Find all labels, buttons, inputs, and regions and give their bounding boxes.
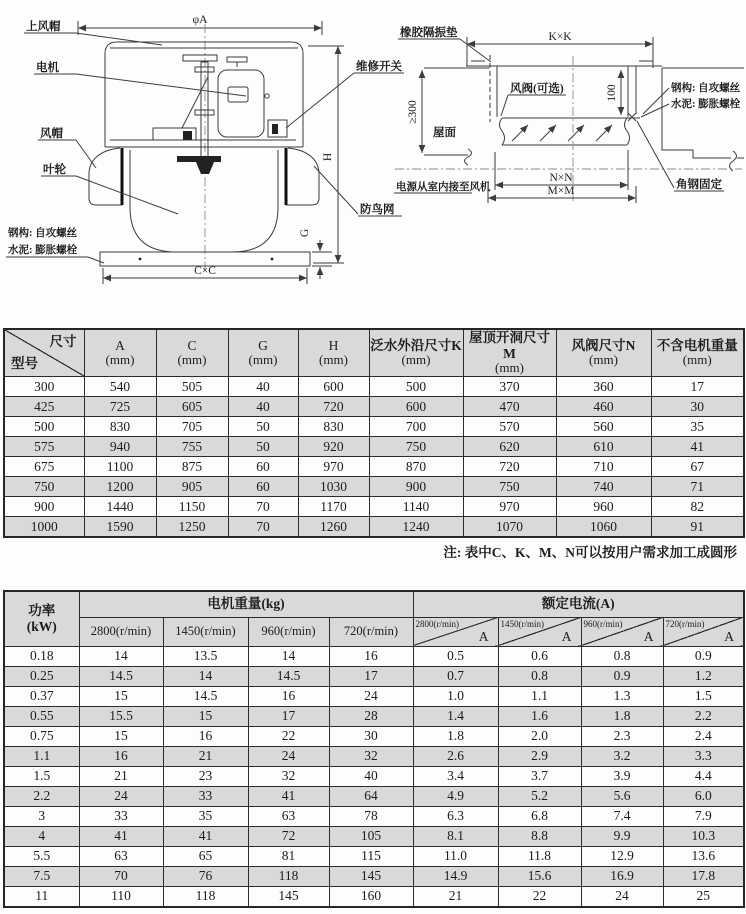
table-cell: 16 <box>163 726 248 746</box>
table-cell: 1440 <box>84 497 156 517</box>
table-cell: 700 <box>369 417 463 437</box>
table-cell: 33 <box>79 806 163 826</box>
table-cell: 1.6 <box>498 706 581 726</box>
table-cell: 14 <box>163 666 248 686</box>
table-cell: 505 <box>156 377 228 397</box>
table-header-row <box>4 329 744 377</box>
table-cell: 40 <box>228 397 298 417</box>
col-header-current-2800: 2800(r/min) A <box>413 617 498 646</box>
table-cell: 70 <box>79 866 163 886</box>
table-cell: 110 <box>79 886 163 907</box>
table-cell: 3.2 <box>581 746 663 766</box>
table-cell: 14.9 <box>413 866 498 886</box>
table-cell: 118 <box>248 866 329 886</box>
table-subheader-row <box>4 617 744 646</box>
table-row <box>4 846 744 866</box>
table-cell: 750 <box>4 477 84 497</box>
table-cell: 22 <box>248 726 329 746</box>
table-cell: 1.2 <box>663 666 744 686</box>
table-cell: 16.9 <box>581 866 663 886</box>
label-top-cap: 上风帽 <box>26 21 61 33</box>
table-cell: 71 <box>651 477 744 497</box>
diagrams-svg <box>0 0 746 322</box>
table-cell: 15.6 <box>498 866 581 886</box>
col-header-opening-m: 屋顶开洞尺寸M (mm) <box>463 329 556 377</box>
col-header-current-960: 960(r/min) A <box>581 617 663 646</box>
table-cell: 63 <box>79 846 163 866</box>
dim-kxk: K×K <box>548 31 572 43</box>
table-cell: 425 <box>4 397 84 417</box>
table-cell: 4.9 <box>413 786 498 806</box>
table-cell: 0.8 <box>581 646 663 666</box>
col-header-weight-720: 720(r/min) <box>329 617 413 646</box>
table-cell: 0.18 <box>4 646 79 666</box>
table-cell: 70 <box>228 497 298 517</box>
corner-header-size-model <box>4 329 84 377</box>
table-cell: 10.3 <box>663 826 744 846</box>
table-cell: 15 <box>79 686 163 706</box>
dim-nxn: N×N <box>549 172 573 184</box>
table-cell: 17 <box>651 377 744 397</box>
table-cell: 460 <box>556 397 651 417</box>
motor-body <box>218 70 264 137</box>
table-cell: 3.4 <box>413 766 498 786</box>
dim-100: 100 <box>606 84 618 102</box>
table-row <box>4 706 744 726</box>
table-cell: 1140 <box>369 497 463 517</box>
table-cell: 720 <box>463 457 556 477</box>
table-cell: 3.9 <box>581 766 663 786</box>
col-header-weight-2800: 2800(r/min) <box>79 617 163 646</box>
label-impeller: 叶轮 <box>43 164 66 176</box>
table-row <box>4 417 744 437</box>
table-cell: 960 <box>556 497 651 517</box>
table-cell: 1.1 <box>498 686 581 706</box>
table-row <box>4 886 744 907</box>
table-cell: 17 <box>248 706 329 726</box>
table-cell: 24 <box>248 746 329 766</box>
table-cell: 0.5 <box>413 646 498 666</box>
table-row <box>4 477 744 497</box>
table-row <box>4 397 744 417</box>
table-cell: 620 <box>463 437 556 457</box>
table-cell: 300 <box>4 377 84 397</box>
table-cell: 905 <box>156 477 228 497</box>
table-cell: 50 <box>228 437 298 457</box>
table-cell: 91 <box>651 517 744 538</box>
corner-label-model: 型号 <box>11 356 38 372</box>
col-header-current-1450: 1450(r/min) A <box>498 617 581 646</box>
dim-cxc: C×C <box>194 265 216 277</box>
table-cell: 24 <box>581 886 663 907</box>
table-row <box>4 497 744 517</box>
table-row <box>4 686 744 706</box>
group-header-rated-current: 额定电流(A) <box>413 591 744 617</box>
table-cell: 60 <box>228 477 298 497</box>
table-cell: 1150 <box>156 497 228 517</box>
table-cell: 17.8 <box>663 866 744 886</box>
col-header-current-720: 720(r/min) A <box>663 617 744 646</box>
table-cell: 40 <box>329 766 413 786</box>
table-cell: 600 <box>298 377 369 397</box>
table-row <box>4 746 744 766</box>
dim-mxm: M×M <box>547 185 575 197</box>
table-cell: 72 <box>248 826 329 846</box>
table-cell: 870 <box>369 457 463 477</box>
table-cell: 0.55 <box>4 706 79 726</box>
table-cell: 65 <box>163 846 248 866</box>
table-cell: 875 <box>156 457 228 477</box>
col-header-h: H (mm) <box>298 329 369 377</box>
dim-h: H <box>322 152 334 162</box>
roof-section-diagram <box>394 25 744 204</box>
table-cell: 25 <box>663 886 744 907</box>
table-cell: 32 <box>248 766 329 786</box>
table-cell: 755 <box>156 437 228 457</box>
table-row <box>4 806 744 826</box>
table-cell: 970 <box>463 497 556 517</box>
label-power-lead: 电源从室内接至风机 <box>396 182 491 193</box>
table-cell: 540 <box>84 377 156 397</box>
table-cell: 70 <box>228 517 298 538</box>
table-cell: 1590 <box>84 517 156 538</box>
table-cell: 145 <box>329 866 413 886</box>
table-row <box>4 666 744 686</box>
table-cell: 105 <box>329 826 413 846</box>
table-cell: 76 <box>163 866 248 886</box>
table-cell: 32 <box>329 746 413 766</box>
table-cell: 21 <box>413 886 498 907</box>
table-cell: 970 <box>298 457 369 477</box>
table-cell: 41 <box>248 786 329 806</box>
label-rubber-pad: 橡胶隔振垫 <box>400 27 458 39</box>
table-cell: 13.6 <box>663 846 744 866</box>
table-cell: 14.5 <box>79 666 163 686</box>
col-header-a: A (mm) <box>84 329 156 377</box>
table-cell: 0.37 <box>4 686 79 706</box>
table-row <box>4 726 744 746</box>
table-cell: 6.8 <box>498 806 581 826</box>
table-cell: 1030 <box>298 477 369 497</box>
table-cell: 64 <box>329 786 413 806</box>
table-cell: 11.8 <box>498 846 581 866</box>
label-roof: 屋面 <box>433 127 456 139</box>
table-cell: 115 <box>329 846 413 866</box>
table-cell: 900 <box>4 497 84 517</box>
table-cell: 705 <box>156 417 228 437</box>
dim-phi-a: φA <box>192 14 208 26</box>
col-header-c: C (mm) <box>156 329 228 377</box>
table-cell: 610 <box>556 437 651 457</box>
table-row <box>4 457 744 477</box>
table-cell: 16 <box>248 686 329 706</box>
col-header-weight-960: 960(r/min) <box>248 617 329 646</box>
table-cell: 1060 <box>556 517 651 538</box>
table-cell: 5.2 <box>498 786 581 806</box>
table-cell: 41 <box>651 437 744 457</box>
label-cement-fixing: 水泥: 膨胀螺栓 <box>8 245 78 256</box>
col-header-weight-1450: 1450(r/min) <box>163 617 248 646</box>
table-cell: 1.8 <box>413 726 498 746</box>
table-cell: 30 <box>651 397 744 417</box>
col-header-damper-n: 风阀尺寸N (mm) <box>556 329 651 377</box>
table-cell: 1.3 <box>581 686 663 706</box>
table-cell: 24 <box>79 786 163 806</box>
table-cell: 3.7 <box>498 766 581 786</box>
table-cell: 14 <box>79 646 163 666</box>
table-cell: 33 <box>163 786 248 806</box>
table-cell: 17 <box>329 666 413 686</box>
table-cell: 13.5 <box>163 646 248 666</box>
table-row <box>4 377 744 397</box>
table-row <box>4 826 744 846</box>
table-cell: 14.5 <box>248 666 329 686</box>
table-cell: 12.9 <box>581 846 663 866</box>
fan-elevation-diagram <box>6 14 404 284</box>
table-cell: 360 <box>556 377 651 397</box>
table-cell: 4 <box>4 826 79 846</box>
table-cell: 1100 <box>84 457 156 477</box>
table-cell: 500 <box>4 417 84 437</box>
table-cell: 7.5 <box>4 866 79 886</box>
table-cell: 160 <box>329 886 413 907</box>
dimensions-table <box>3 328 745 538</box>
dim-g: G <box>299 228 311 238</box>
table-cell: 78 <box>329 806 413 826</box>
table-cell: 21 <box>163 746 248 766</box>
corner-label-size: 尺寸 <box>49 334 77 349</box>
table-cell: 1260 <box>298 517 369 538</box>
table-cell: 920 <box>298 437 369 457</box>
table-cell: 2.4 <box>663 726 744 746</box>
table-cell: 11 <box>4 886 79 907</box>
table-cell: 1240 <box>369 517 463 538</box>
label-steel-fixing: 钢构: 自攻螺丝 <box>8 228 78 239</box>
table-cell: 15.5 <box>79 706 163 726</box>
table-cell: 16 <box>79 746 163 766</box>
table-cell: 900 <box>369 477 463 497</box>
table-cell: 940 <box>84 437 156 457</box>
table-cell: 8.1 <box>413 826 498 846</box>
table-cell: 750 <box>463 477 556 497</box>
table-cell: 500 <box>369 377 463 397</box>
table-cell: 2.2 <box>4 786 79 806</box>
table-cell: 30 <box>329 726 413 746</box>
table-cell: 118 <box>163 886 248 907</box>
table-note: 注: 表中C、K、M、N可以按用户需求加工成圆形 <box>443 545 737 560</box>
table-cell: 750 <box>369 437 463 457</box>
table-cell: 1.4 <box>413 706 498 726</box>
table-cell: 7.9 <box>663 806 744 826</box>
table-cell: 14.5 <box>163 686 248 706</box>
table-cell: 3.3 <box>663 746 744 766</box>
table-cell: 740 <box>556 477 651 497</box>
table-cell: 2.3 <box>581 726 663 746</box>
label-damper: 风阀(可选) <box>510 83 564 95</box>
table-cell: 600 <box>369 397 463 417</box>
table-cell: 5.6 <box>581 786 663 806</box>
table-cell: 6.0 <box>663 786 744 806</box>
table-cell: 41 <box>163 826 248 846</box>
table-cell: 7.4 <box>581 806 663 826</box>
table-cell: 720 <box>298 397 369 417</box>
table-cell: 6.3 <box>413 806 498 826</box>
table-cell: 4.4 <box>663 766 744 786</box>
table-cell: 1170 <box>298 497 369 517</box>
table-row <box>4 517 744 538</box>
table-cell: 81 <box>248 846 329 866</box>
table-cell: 2.9 <box>498 746 581 766</box>
dimensions-table-body <box>4 377 744 538</box>
table-cell: 2.0 <box>498 726 581 746</box>
table-cell: 0.6 <box>498 646 581 666</box>
table-cell: 560 <box>556 417 651 437</box>
table-row <box>4 646 744 666</box>
table-row <box>4 437 744 457</box>
group-header-motor-weight: 电机重量(kg) <box>79 591 413 617</box>
table-cell: 1070 <box>463 517 556 538</box>
table-cell: 2.2 <box>663 706 744 726</box>
col-header-flashing-k: 泛水外沿尺寸K (mm) <box>369 329 463 377</box>
table-cell: 3 <box>4 806 79 826</box>
table-cell: 2.6 <box>413 746 498 766</box>
table-cell: 24 <box>329 686 413 706</box>
table-cell: 82 <box>651 497 744 517</box>
table-cell: 0.9 <box>663 646 744 666</box>
table-row <box>4 766 744 786</box>
col-header-weight: 不含电机重量 (mm) <box>651 329 744 377</box>
label-steel-fixing-right: 钢构: 自攻螺丝 <box>671 83 741 94</box>
table-cell: 145 <box>248 886 329 907</box>
table-cell: 15 <box>79 726 163 746</box>
table-cell: 0.9 <box>581 666 663 686</box>
table-cell: 1.5 <box>663 686 744 706</box>
table-cell: 470 <box>463 397 556 417</box>
label-motor: 电机 <box>36 62 59 74</box>
table-cell: 1250 <box>156 517 228 538</box>
table-cell: 5.5 <box>4 846 79 866</box>
label-angle-steel: 角钢固定 <box>676 179 722 191</box>
table-cell: 35 <box>651 417 744 437</box>
table-cell: 675 <box>4 457 84 477</box>
table-cell: 830 <box>298 417 369 437</box>
table-cell: 830 <box>84 417 156 437</box>
table-cell: 63 <box>248 806 329 826</box>
table-cell: 1.5 <box>4 766 79 786</box>
col-header-power: 功率 (kW) <box>4 591 79 646</box>
installation-diagrams <box>0 0 746 322</box>
table-cell: 14 <box>248 646 329 666</box>
table-cell: 40 <box>228 377 298 397</box>
table-cell: 710 <box>556 457 651 477</box>
label-cement-fixing-right: 水泥: 膨胀螺栓 <box>671 99 741 110</box>
motor-table-body <box>4 646 744 907</box>
dim-300: ≥300 <box>407 100 419 124</box>
table-cell: 575 <box>4 437 84 457</box>
table-row <box>4 866 744 886</box>
table-cell: 28 <box>329 706 413 726</box>
table-row <box>4 786 744 806</box>
table-cell: 11.0 <box>413 846 498 866</box>
table-cell: 15 <box>163 706 248 726</box>
label-service-switch: 维修开关 <box>356 61 402 73</box>
table-cell: 1200 <box>84 477 156 497</box>
label-cap: 风帽 <box>40 128 63 140</box>
table-cell: 60 <box>228 457 298 477</box>
table-cell: 570 <box>463 417 556 437</box>
table-cell: 22 <box>498 886 581 907</box>
table-cell: 16 <box>329 646 413 666</box>
table-cell: 35 <box>163 806 248 826</box>
table-cell: 370 <box>463 377 556 397</box>
table-header-row <box>4 591 744 617</box>
table-cell: 0.75 <box>4 726 79 746</box>
table-cell: 41 <box>79 826 163 846</box>
table-cell: 0.8 <box>498 666 581 686</box>
col-header-g: G (mm) <box>228 329 298 377</box>
table-cell: 0.7 <box>413 666 498 686</box>
motor-table <box>3 590 745 908</box>
table-cell: 0.25 <box>4 666 79 686</box>
table-cell: 605 <box>156 397 228 417</box>
table-cell: 8.8 <box>498 826 581 846</box>
table-cell: 1.0 <box>413 686 498 706</box>
table-cell: 67 <box>651 457 744 477</box>
label-bird-net: 防鸟网 <box>360 204 395 216</box>
table-cell: 1000 <box>4 517 84 538</box>
table-cell: 1.1 <box>4 746 79 766</box>
table-cell: 9.9 <box>581 826 663 846</box>
table-cell: 21 <box>79 766 163 786</box>
table-cell: 23 <box>163 766 248 786</box>
table-cell: 725 <box>84 397 156 417</box>
table-cell: 1.8 <box>581 706 663 726</box>
table-cell: 50 <box>228 417 298 437</box>
